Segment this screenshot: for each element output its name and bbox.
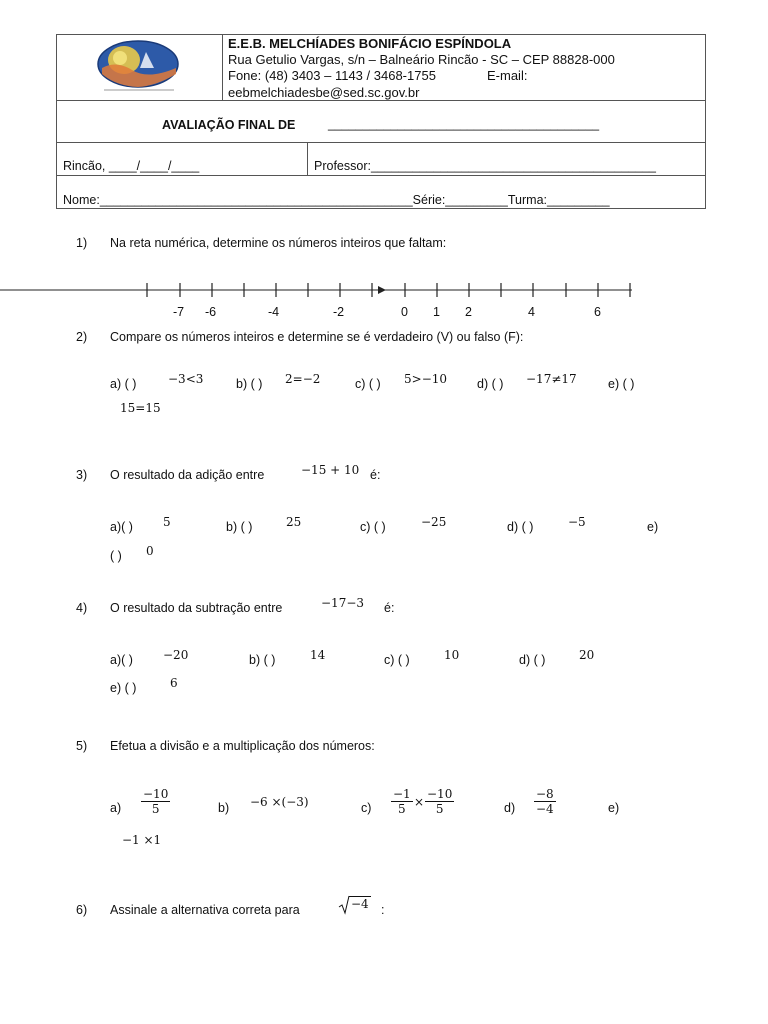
option-checkbox[interactable]: b) ( ) <box>249 653 276 667</box>
email-label: E-mail: <box>487 68 528 83</box>
question-text: O resultado da subtração entre <box>110 601 283 615</box>
option-checkbox[interactable]: c) ( ) <box>355 377 381 391</box>
place-date-field[interactable]: Rincão, ____/____/____ <box>63 159 200 173</box>
exam-subject-blank[interactable]: _______________________________________ <box>328 117 600 131</box>
question-expression: −15 + 10 <box>301 463 360 477</box>
option-label: b) <box>218 801 230 815</box>
option-checkbox[interactable]: c) ( ) <box>384 653 410 667</box>
fraction-denominator: 5 <box>435 802 444 816</box>
fraction-denominator: 5 <box>151 802 160 816</box>
school-name: E.E.B. MELCHÍADES BONIFÁCIO ESPÍNDOLA <box>228 36 512 51</box>
number-line-label: 2 <box>465 305 472 319</box>
fraction-numerator: −10 <box>143 787 169 801</box>
question-expression: −17−3 <box>321 596 365 610</box>
divider <box>57 142 705 143</box>
number-line-label: 0 <box>401 305 408 319</box>
option-checkbox[interactable]: d) ( ) <box>477 377 504 391</box>
student-name-field[interactable]: Nome:_____________________________________________Série:_________Turma:_________ <box>63 193 610 207</box>
fraction-numerator: −8 <box>536 787 554 801</box>
option-checkbox[interactable]: c) ( ) <box>360 520 386 534</box>
question-number: 1) <box>76 236 88 250</box>
option-label: e) <box>608 801 620 815</box>
option-checkbox[interactable]: e) ( ) <box>110 681 137 695</box>
question-number: 2) <box>76 330 88 344</box>
number-line <box>0 280 768 302</box>
question-number: 5) <box>76 739 88 753</box>
question-number: 3) <box>76 468 88 482</box>
number-line-label: -2 <box>333 305 345 319</box>
question-text: O resultado da adição entre <box>110 468 265 482</box>
option-expression: −1 ×1 <box>122 833 162 847</box>
times-symbol: × <box>414 795 425 809</box>
fraction-numerator: −1 <box>393 787 411 801</box>
option-checkbox[interactable]: e) ( ) <box>608 377 635 391</box>
number-line-label: 1 <box>433 305 440 319</box>
option-value: −25 <box>421 515 447 529</box>
option-value: 25 <box>286 515 302 529</box>
question-number: 6) <box>76 903 88 917</box>
fraction-denominator: 5 <box>398 802 406 816</box>
school-address: Rua Getulio Vargas, s/n – Balneário Rincão - SC – CEP 88828-000 <box>228 52 615 67</box>
school-logo <box>96 38 180 94</box>
teacher-field[interactable]: Professor:_________________________________________ <box>314 159 656 173</box>
question-text: Assinale a alternativa correta para <box>110 903 300 917</box>
option-expression: −6 ×(−3) <box>250 795 309 809</box>
option-checkbox[interactable]: b) ( ) <box>226 520 253 534</box>
option-checkbox[interactable]: d) ( ) <box>519 653 546 667</box>
divider <box>57 175 705 176</box>
exam-title: AVALIAÇÃO FINAL DE <box>162 118 296 132</box>
number-line-label: -4 <box>268 305 280 319</box>
option-expression: 5>−10 <box>404 372 448 386</box>
fraction-c1 <box>391 787 413 816</box>
option-value: 14 <box>310 648 326 662</box>
radicand: −4 <box>351 897 369 911</box>
option-value: −5 <box>568 515 586 529</box>
question-text: Na reta numérica, determine os números inteiros que faltam: <box>110 236 447 250</box>
school-email: eebmelchiadesbe@sed.sc.gov.br <box>228 85 420 100</box>
option-expression: 2=−2 <box>285 372 321 386</box>
question-text: Efetua a divisão e a multiplicação dos números: <box>110 739 375 753</box>
option-label: a) <box>110 801 122 815</box>
question-suffix: é: <box>384 601 395 615</box>
option-expression: −17≠17 <box>526 372 577 386</box>
option-label: c) <box>361 801 372 815</box>
number-line-label: -6 <box>205 305 217 319</box>
option-label: d) <box>504 801 516 815</box>
divider <box>222 35 223 100</box>
option-value: −20 <box>163 648 189 662</box>
option-value: 6 <box>170 676 178 690</box>
question-suffix: é: <box>370 468 381 482</box>
fraction-denominator: −4 <box>536 802 554 816</box>
question-number: 4) <box>76 601 88 615</box>
number-line-label: -7 <box>173 305 185 319</box>
option-value: 0 <box>146 544 154 558</box>
question-text: Compare os números inteiros e determine se é verdadeiro (V) ou falso (F): <box>110 330 524 344</box>
number-line-label: 4 <box>528 305 535 319</box>
divider <box>307 142 308 175</box>
option-checkbox[interactable]: ( ) <box>110 549 122 563</box>
fraction-numerator: −10 <box>427 787 453 801</box>
option-expression: 15=15 <box>120 401 161 415</box>
option-label: e) <box>647 520 659 534</box>
option-value: 10 <box>444 648 460 662</box>
option-checkbox[interactable]: a)( ) <box>110 653 133 667</box>
option-value: 5 <box>163 515 171 529</box>
question-suffix: : <box>381 903 385 917</box>
fraction-c2 <box>425 787 454 816</box>
option-expression: −3<3 <box>168 372 204 386</box>
option-value: 20 <box>579 648 595 662</box>
option-checkbox[interactable]: a)( ) <box>110 520 133 534</box>
number-line-label: 6 <box>594 305 601 319</box>
option-checkbox[interactable]: d) ( ) <box>507 520 534 534</box>
school-phone: Fone: (48) 3403 – 1143 / 3468-1755 <box>228 68 436 83</box>
option-checkbox[interactable]: b) ( ) <box>236 377 263 391</box>
option-checkbox[interactable]: a) ( ) <box>110 377 137 391</box>
fraction-d <box>534 787 556 816</box>
fraction-a <box>141 787 170 816</box>
